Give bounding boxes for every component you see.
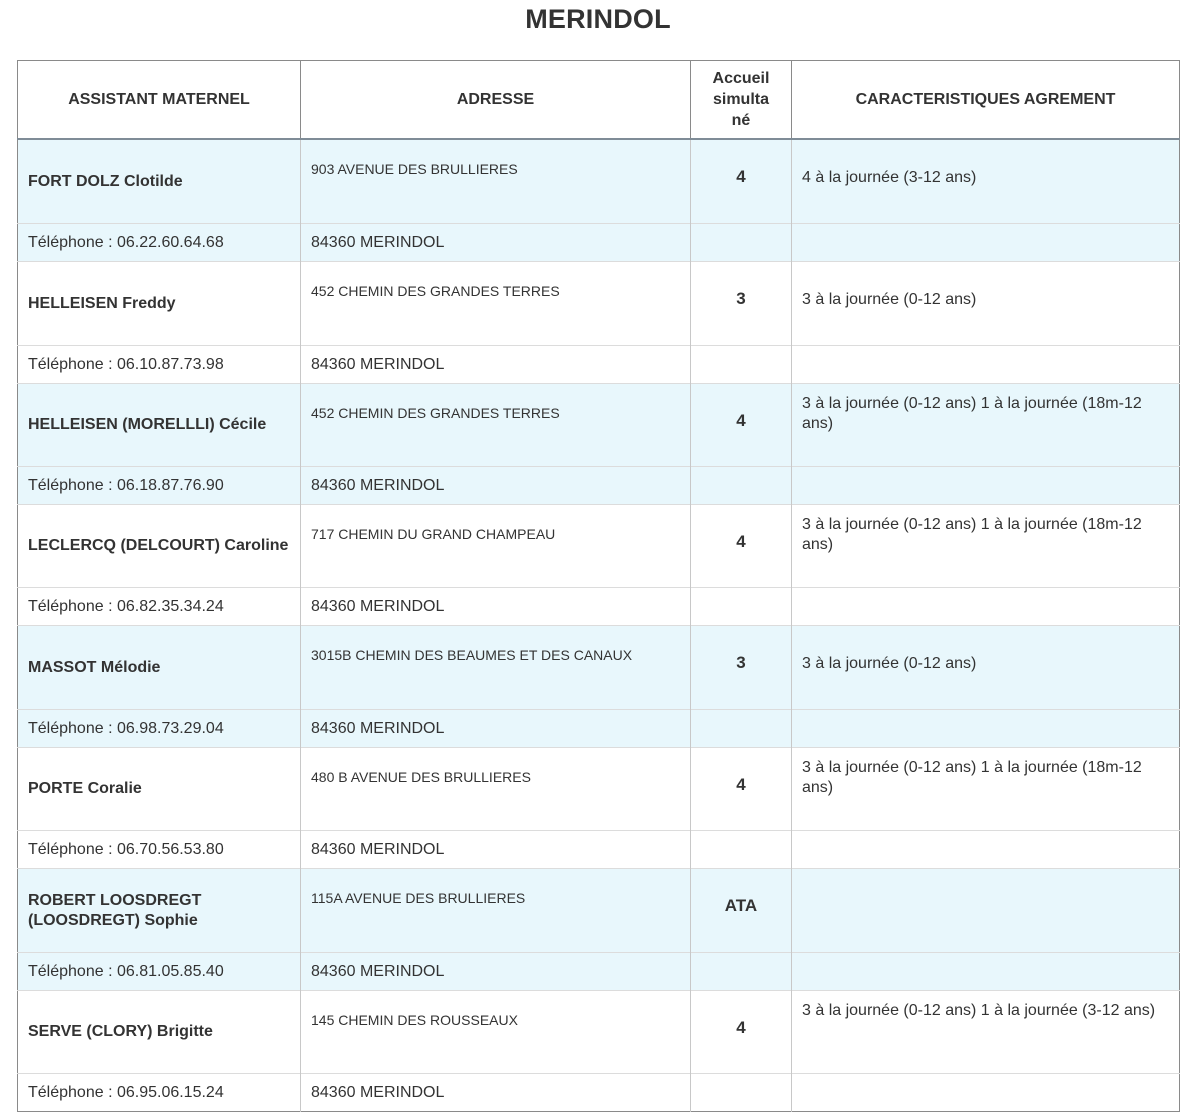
phone: Téléphone : 06.70.56.53.80: [18, 831, 301, 869]
table-row: [18, 505, 1180, 588]
assistant-name: ROBERT LOOSDREGT (LOOSDREGT) Sophie: [18, 869, 301, 953]
simultaneous-count: 4: [691, 384, 792, 467]
table-row: [18, 869, 1180, 953]
address: 452 CHEMIN DES GRANDES TERRES: [301, 384, 691, 467]
city: 84360 MERINDOL: [301, 346, 691, 384]
empty-cell: [691, 588, 792, 626]
simultaneous-count: 4: [691, 991, 792, 1074]
table-row: [18, 384, 1180, 467]
agrement: 3 à la journée (0-12 ans) 1 à la journée (18m-12 ans): [792, 384, 1180, 467]
empty-cell: [792, 346, 1180, 384]
assistant-name: SERVE (CLORY) Brigitte: [28, 1023, 213, 1040]
empty-cell: [691, 1074, 792, 1112]
phone: Téléphone : 06.22.60.64.68: [18, 224, 301, 262]
simultaneous-count: 3: [691, 262, 792, 346]
empty-cell: [792, 1074, 1180, 1112]
address: 903 AVENUE DES BRULLIERES: [301, 139, 691, 224]
address: 115A AVENUE DES BRULLIERES: [301, 869, 691, 953]
table-body: [18, 139, 1180, 1112]
city: 84360 MERINDOL: [301, 953, 691, 991]
empty-cell: [691, 224, 792, 262]
assistant-name: HELLEISEN Freddy: [28, 294, 176, 312]
empty-cell: [691, 467, 792, 505]
table-row: [18, 991, 1180, 1074]
city: 84360 MERINDOL: [301, 831, 691, 869]
table-row: [18, 626, 1180, 710]
address: 3015B CHEMIN DES BEAUMES ET DES CANAUX: [301, 626, 691, 710]
address: 480 B AVENUE DES BRULLIERES: [301, 748, 691, 831]
assistants-table: [17, 60, 1180, 1112]
header-adresse: ADRESSE: [301, 61, 691, 140]
table-header: [18, 61, 1180, 140]
city: 84360 MERINDOL: [301, 710, 691, 748]
empty-cell: [792, 467, 1180, 505]
phone: Téléphone : 06.98.73.29.04: [18, 710, 301, 748]
phone: Téléphone : 06.95.06.15.24: [18, 1074, 301, 1112]
header-accueil: Accueil simultané: [691, 61, 792, 140]
header-agrement: CARACTERISTIQUES AGREMENT: [792, 61, 1180, 140]
table-row: [18, 346, 1180, 384]
agrement: 3 à la journée (0-12 ans) 1 à la journée (18m-12 ans): [792, 748, 1180, 831]
agrement: 3 à la journée (0-12 ans): [792, 626, 1180, 710]
phone: Téléphone : 06.10.87.73.98: [18, 346, 301, 384]
assistant-name: PORTE Coralie: [28, 780, 142, 797]
city: 84360 MERINDOL: [301, 467, 691, 505]
simultaneous-count: 4: [691, 139, 792, 224]
agrement: 3 à la journée (0-12 ans): [792, 262, 1180, 346]
city: 84360 MERINDOL: [301, 224, 691, 262]
agrement: 3 à la journée (0-12 ans) 1 à la journée (18m-12 ans): [792, 505, 1180, 588]
assistant-name: MASSOT Mélodie: [18, 626, 301, 710]
table-row: [18, 467, 1180, 505]
table-row: [18, 262, 1180, 346]
simultaneous-count: 3: [691, 626, 792, 710]
table-row: [18, 831, 1180, 869]
empty-cell: [691, 346, 792, 384]
table-row: [18, 1074, 1180, 1112]
assistant-name: LECLERCQ (DELCOURT) Caroline: [28, 537, 289, 554]
empty-cell: [691, 831, 792, 869]
page-title: MERINDOL: [525, 4, 671, 34]
address: 452 CHEMIN DES GRANDES TERRES: [301, 262, 691, 346]
address: 717 CHEMIN DU GRAND CHAMPEAU: [301, 505, 691, 588]
empty-cell: [792, 710, 1180, 748]
phone: Téléphone : 06.18.87.76.90: [18, 467, 301, 505]
empty-cell: [691, 953, 792, 991]
table-row: [18, 748, 1180, 831]
table-row: [18, 588, 1180, 626]
table-row: [18, 224, 1180, 262]
table-row: [18, 139, 1180, 224]
simultaneous-count: 4: [691, 505, 792, 588]
empty-cell: [792, 224, 1180, 262]
address: 145 CHEMIN DES ROUSSEAUX: [301, 991, 691, 1074]
table-row: [18, 710, 1180, 748]
header-assistant: ASSISTANT MATERNEL: [18, 61, 301, 140]
assistant-name: HELLEISEN (MORELLLI) Cécile: [18, 384, 301, 467]
phone: Téléphone : 06.81.05.85.40: [18, 953, 301, 991]
simultaneous-count: 4: [691, 748, 792, 831]
empty-cell: [691, 710, 792, 748]
empty-cell: [792, 831, 1180, 869]
agrement: 3 à la journée (0-12 ans) 1 à la journée (3-12 ans): [792, 991, 1180, 1074]
agrement: [792, 869, 1180, 953]
phone: Téléphone : 06.82.35.34.24: [18, 588, 301, 626]
city: 84360 MERINDOL: [301, 1074, 691, 1112]
empty-cell: [792, 953, 1180, 991]
table-row: [18, 953, 1180, 991]
assistant-name: FORT DOLZ Clotilde: [18, 139, 301, 224]
city: 84360 MERINDOL: [301, 588, 691, 626]
empty-cell: [792, 588, 1180, 626]
simultaneous-count: ATA: [691, 869, 792, 953]
agrement: 4 à la journée (3-12 ans): [792, 139, 1180, 224]
